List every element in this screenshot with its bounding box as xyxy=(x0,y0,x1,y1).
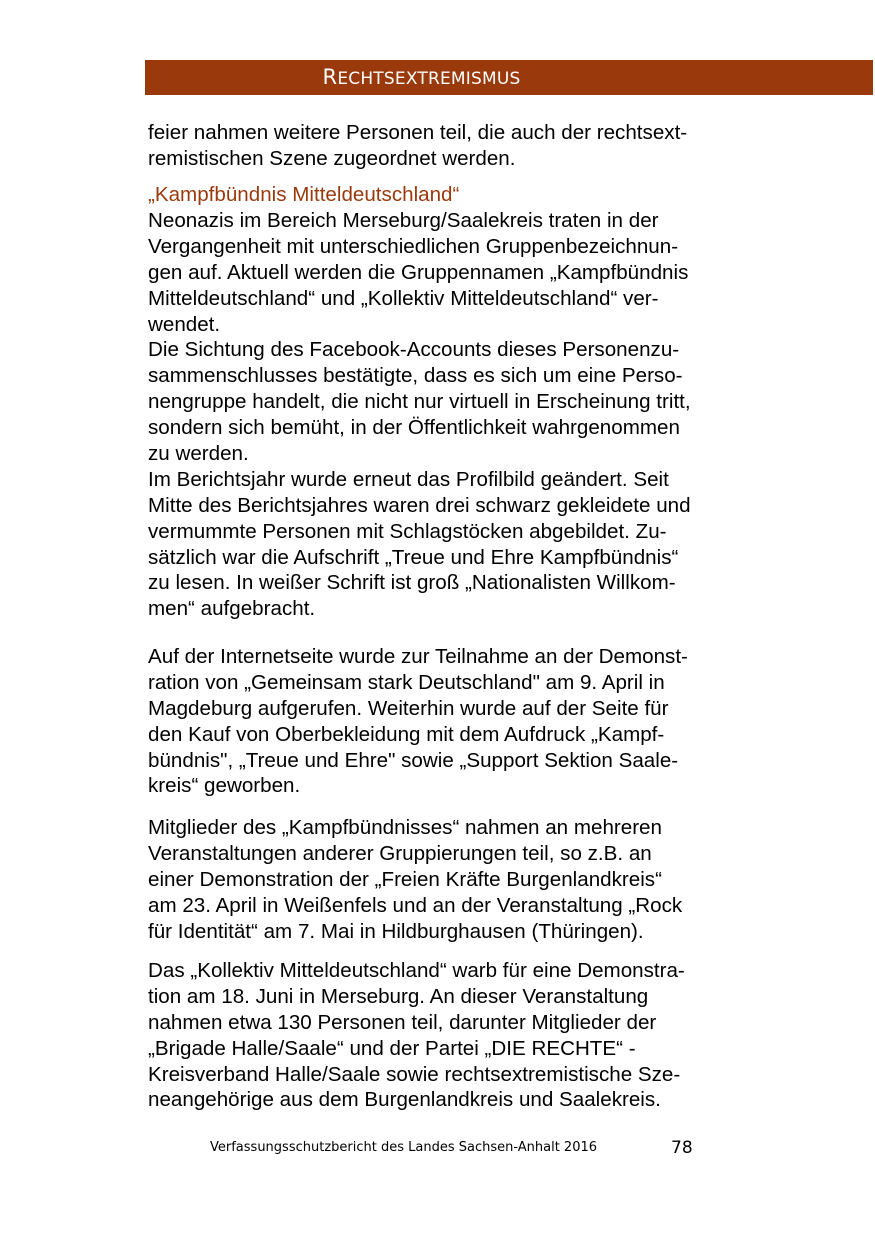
text-line: Vergangenheit mit unterschiedlichen Gruppenbezeichnun- xyxy=(148,234,679,258)
text-line: Kreisverband Halle/Saale sowie rechtsextremistische Sze- xyxy=(148,1062,681,1086)
section-heading xyxy=(148,182,768,208)
text-line: nengruppe handelt, die nicht nur virtuell in Erscheinung tritt, xyxy=(148,390,691,414)
text-line: wendet. xyxy=(148,312,221,336)
text-line: Die Sichtung des Facebook-Accounts dieses Personenzu- xyxy=(148,338,680,362)
text-line: einer Demonstration der „Freien Kräfte Burgenlandkreis“ xyxy=(148,867,662,891)
text-line: sondern sich bemüht, in der Öffentlichkeit wahrgenommen xyxy=(148,416,680,440)
paragraph-continuation xyxy=(148,120,768,172)
text-line: vermummte Personen mit Schlagstöcken abgebildet. Zu- xyxy=(148,519,667,543)
text-line: den Kauf von Oberbekleidung mit dem Aufdruck „Kampf- xyxy=(148,722,665,746)
text-line: Mitte des Berichtsjahres waren drei schwarz gekleidete und xyxy=(148,493,691,517)
text-line: bündnis", „Treue und Ehre" sowie „Support Sektion Saale- xyxy=(148,748,679,772)
paragraph-kampfbuendnis-intro xyxy=(148,208,768,622)
text-line: Im Berichtsjahr wurde erneut das Profilbild geändert. Seit xyxy=(148,467,669,491)
text-line: tion am 18. Juni in Merseburg. An dieser Veranstaltung xyxy=(148,984,649,1008)
text-line: Mitglieder des „Kampfbündnisses“ nahmen an mehreren xyxy=(148,816,662,839)
text-line: Magdeburg aufgerufen. Weiterhin wurde auf der Seite für xyxy=(148,696,669,720)
text-line: sammenschlusses bestätigte, dass es sich um eine Perso- xyxy=(148,364,683,388)
text-line: am 23. April in Weißenfels und an der Veranstaltung „Rock xyxy=(148,893,683,917)
section-title-initial: R xyxy=(322,65,338,89)
text-line: „Brigade Halle/Saale“ und der Partei „DIE RECHTE“ - xyxy=(148,1036,636,1060)
text-line: zu lesen. In weißer Schrift ist groß „Nationalisten Willkom- xyxy=(148,571,676,595)
text-line: Veranstaltungen anderer Gruppierungen teil, so z.B. an xyxy=(148,841,652,865)
text-line: für Identität“ am 7. Mai in Hildburghausen (Thüringen). xyxy=(148,919,644,943)
text-line: nahmen etwa 130 Personen teil, darunter Mitglieder der xyxy=(148,1010,657,1034)
section-title xyxy=(145,60,698,95)
footer-publication-title: Verfassungsschutzbericht des Landes Sachsen-Anhalt 2016 xyxy=(210,1140,598,1155)
section-heading-text: „Kampfbündnis Mitteldeutschland“ xyxy=(148,183,460,206)
paragraph-internet-site xyxy=(148,644,768,799)
text-line: Neonazis im Bereich Merseburg/Saalekreis traten in der xyxy=(148,209,659,232)
text-line: ration von „Gemeinsam stark Deutschland" am 9. April in xyxy=(148,670,665,694)
text-line: Auf der Internetseite wurde zur Teilnahme an der Demonst- xyxy=(148,645,688,668)
text-line: Mitteldeutschland“ und „Kollektiv Mitteldeutschland“ ver- xyxy=(148,286,659,310)
text-line: zu werden. xyxy=(148,442,249,466)
paragraph-kollektiv-demonstration xyxy=(148,958,768,1113)
page-number: 78 xyxy=(671,1138,693,1158)
text-line: feier nahmen weitere Personen teil, die auch der rechtsext- xyxy=(148,121,688,144)
section-title-rest: ECHTSEXTREMISMUS xyxy=(337,69,521,89)
text-line: sätzlich war die Aufschrift „Treue und Ehre Kampfbündnis“ xyxy=(148,545,679,569)
text-line: men“ aufgebracht. xyxy=(148,597,316,621)
text-line: remistischen Szene zugeordnet werden. xyxy=(148,146,516,170)
text-line: kreis“ geworben. xyxy=(148,774,301,798)
paragraph-members-events xyxy=(148,815,768,944)
text-line: gen auf. Aktuell werden die Gruppennamen „Kampfbündnis xyxy=(148,260,689,284)
text-line: neangehörige aus dem Burgenlandkreis und Saalekreis. xyxy=(148,1088,661,1112)
text-line: Das „Kollektiv Mitteldeutschland“ warb für eine Demonstra- xyxy=(148,959,685,982)
